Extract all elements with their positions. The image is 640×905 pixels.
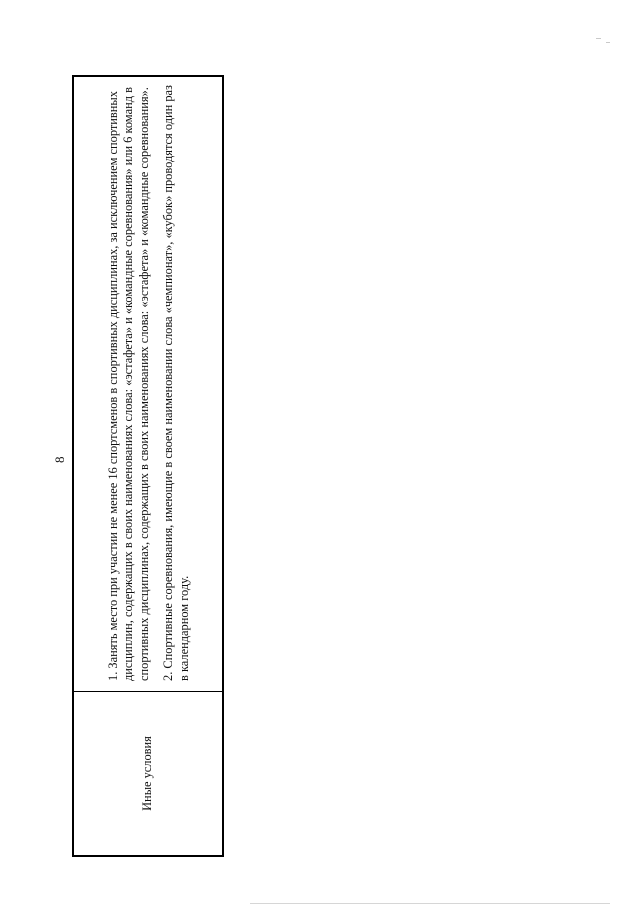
condition-item-2: 2. Спортивные соревнования, имеющие в своем наименовании слова «чемпионат», «кубок» проводятся один раз в календарном году. — [161, 85, 191, 681]
table-row — [73, 76, 223, 856]
row-content — [73, 76, 223, 692]
condition-item-1: 1. Занять место при участии не менее 16 спортсменов в спортивных дисциплинах, за исключением спортивных дисциплин, содержащих в своих наименованиях слова: «эстафета» и «командные соревнования» или 6 команд в спортивных дисциплинах, содержащих в своих наименованиях слова: «эстафета» и «командные соревнования». — [105, 87, 151, 681]
row-label: Иные условия — [73, 692, 223, 857]
conditions-table — [72, 75, 224, 857]
page-number: 8 — [52, 456, 67, 463]
